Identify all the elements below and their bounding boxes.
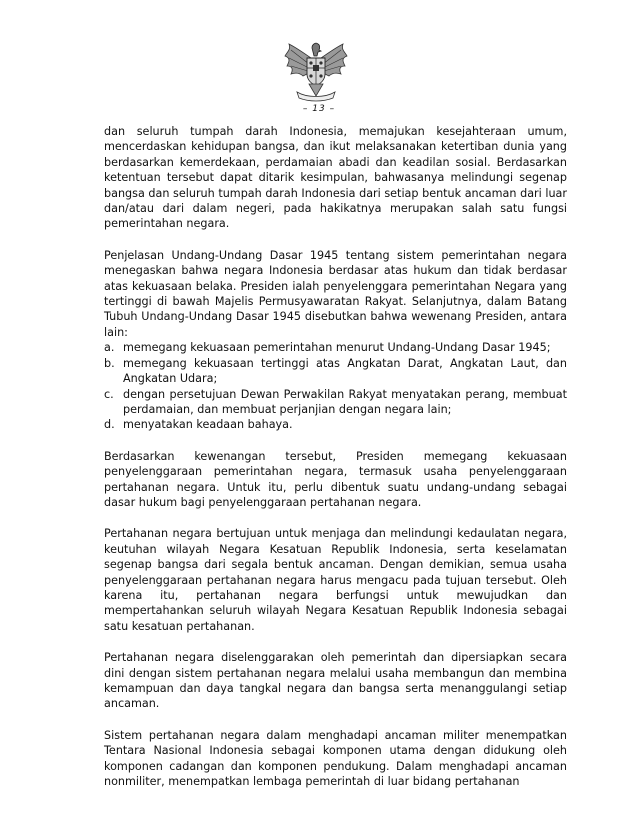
page-number: – 13 – [302, 104, 336, 114]
list-marker: a. [104, 341, 115, 355]
list-item-text: menyatakan keadaan bahaya. [123, 418, 293, 432]
list-marker: d. [104, 418, 115, 432]
president-authority-list [104, 340, 567, 432]
paragraph: Berdasarkan kewenangan tersebut, Presiden memegang kekuasaan penyelenggaraan pemerintahan negara, termasuk usaha penyelenggaraan pertahanan negara. Untuk itu, perlu dibentuk suatu undang-undang sebagai dasar hukum bagi penyelenggaraan pertahanan negara. [104, 449, 567, 509]
list-item-text: memegang kekuasaan pemerintahan menurut Undang-Undang Dasar 1945; [123, 341, 551, 355]
paragraph: dan seluruh tumpah darah Indonesia, memajukan kesejahteraan umum, mencerdaskan kehidupan bangsa, dan ikut melaksanakan ketertiban dunia yang berdasarkan kemerdekaan, perdamaian abadi dan keadilan sosial. Berdasarkan ketentuan tersebut dapat ditarik kesimpulan, bahwasanya melindungi segenap bangsa dan seluruh tumpah darah Indonesia dari setiap bentuk ancaman dari luar dan/atau dari dalam negeri, pada hakikatnya merupakan salah satu fungsi pemerintahan negara. [104, 125, 567, 231]
list-item [104, 387, 567, 418]
garuda-emblem-icon [283, 40, 349, 104]
list-item-text: memegang kekuasaan tertinggi atas Angkatan Darat, Angkatan Laut, dan Angkatan Udara; [123, 356, 567, 386]
list-item [104, 340, 567, 355]
list-marker: c. [104, 387, 114, 401]
list-marker: b. [104, 356, 115, 370]
paragraph: Sistem pertahanan negara dalam menghadapi ancaman militer menempatkan Tentara Nasional Indonesia sebagai komponen utama dengan didukung oleh komponen cadangan dan komponen pendukung. Dalam menghadapi ancaman nonmiliter, menempatkan lembaga pemerintah di luar bidang pertahanan [104, 728, 567, 789]
list-item-text: dengan persetujuan Dewan Perwakilan Rakyat menyatakan perang, membuat perdamaian, dan membuat perjanjian dengan negara lain; [123, 387, 567, 416]
list-item [104, 356, 567, 387]
paragraph: Pertahanan negara diselenggarakan oleh pemerintah dan dipersiapkan secara dini dengan sistem pertahanan negara melalui usaha membangun dan membina kemampuan dan daya tangkal negara dan bangsa serta menanggulangi setiap ancaman. [104, 651, 567, 711]
paragraph: Penjelasan Undang-Undang Dasar 1945 tentang sistem pemerintahan negara menegaskan bahwa negara Indonesia berdasar atas hukum dan tidak berdasar atas kekuasaan belaka. Presiden ialah penyelenggara pemerintahan Negara yang tertinggi di bawah Majelis Permusyawaratan Rakyat. Selanjutnya, dalam Batang Tubuh Undang-Undang Dasar 1945 disebutkan bahwa wewenang Presiden, antara lain: [104, 248, 567, 339]
paragraph: Pertahanan negara bertujuan untuk menjaga dan melindungi kedaulatan negara, keutuhan wilayah Negara Kesatuan Republik Indonesia, serta keselamatan segenap bangsa dari segala bentuk ancaman. Dengan demikian, semua usaha penyelenggaraan pertahanan negara harus mengacu pada tujuan tersebut. Oleh karena itu, pertahanan negara berfungsi untuk mewujudkan dan mempertahankan seluruh wilayah Negara Kesatuan Republik Indonesia sebagai satu kesatuan pertahanan. [104, 527, 567, 633]
list-item [104, 417, 567, 432]
document-body [104, 124, 567, 805]
